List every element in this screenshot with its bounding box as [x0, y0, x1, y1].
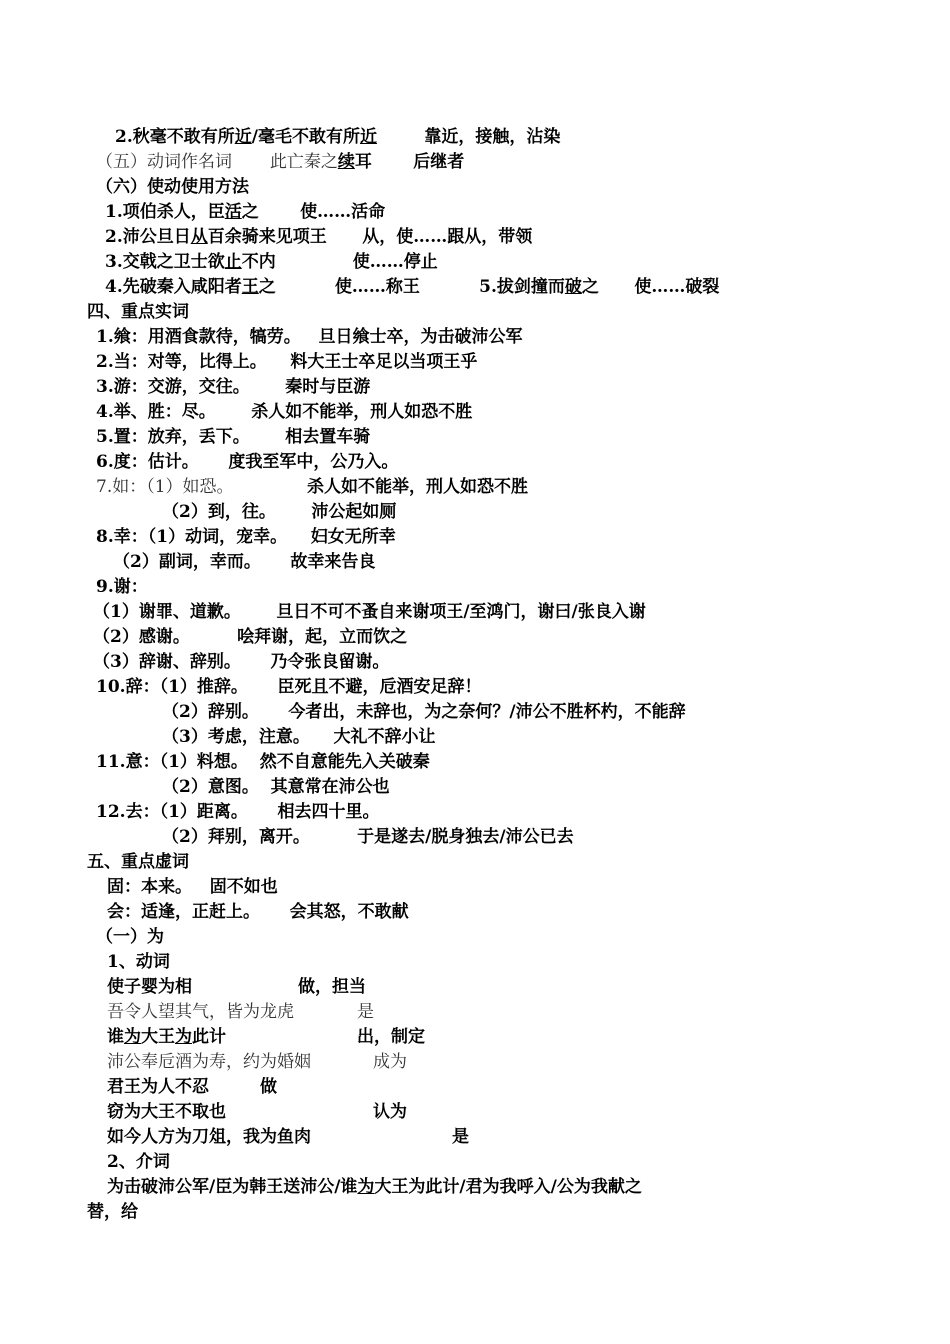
text-line: 固：本来。 固不如也	[107, 877, 278, 897]
text-line: 出，制定	[357, 1027, 425, 1047]
text-line: 9.谢：	[96, 577, 148, 597]
text-line: 是	[452, 1127, 469, 1147]
text-line: 做，担当	[298, 977, 366, 997]
text-line: 5.置：放弃，丢下。 相去置车骑	[96, 427, 371, 447]
text-line: 4.先破秦入咸阳者王之 使……称王 5.拔剑撞而破之 使……破裂	[105, 277, 720, 297]
section-heading: （一）为	[96, 927, 164, 947]
text-line: 认为	[373, 1102, 407, 1122]
text-line: （2）意图。 其意常在沛公也	[162, 777, 390, 797]
text-line: 窃为大王不取也	[107, 1102, 226, 1122]
section-heading: 四、重点实词	[87, 302, 189, 322]
text-line: 3.游：交游，交往。 秦时与臣游	[96, 377, 371, 397]
text-line: 使子婴为相	[107, 977, 192, 997]
section-heading: 五、重点虚词	[87, 852, 189, 872]
text-line: 2.当：对等，比得上。 料大王士卒足以当项王乎	[96, 352, 478, 372]
text-line: 12.去：（1）距离。 相去四十里。	[96, 802, 380, 822]
text-line: （2）辞别。 今者出，未辞也，为之奈何？/沛公不胜杯杓，不能辞	[162, 702, 686, 722]
text-line: 吾令人望其气，皆为龙虎	[107, 1002, 294, 1022]
text-line: 是	[357, 1002, 374, 1022]
text-line: 杀人如不能举，刑人如恐不胜	[307, 477, 528, 497]
text-line: 做	[260, 1077, 277, 1097]
text-line: 3.交戟之卫士欲止不内 使……停止	[105, 252, 438, 272]
text-line: 为击破沛公军/臣为韩王送沛公/谁为大王为此计/君为我呼入/公为我献之	[107, 1177, 642, 1197]
text-line: 君王为人不忍	[107, 1077, 209, 1097]
text-line: 替，给	[87, 1202, 138, 1222]
text-line: 成为	[373, 1052, 407, 1072]
text-line: 会：适逢，正赶上。 会其怒，不敢献	[107, 902, 409, 922]
text-line: 1.飨：用酒食款待，犒劳。 旦日飨士卒，为击破沛公军	[96, 327, 523, 347]
section-heading: （五）动词作名词 此亡秦之续耳 后继者	[96, 152, 465, 172]
text-line: 沛公奉卮酒为寿，约为婚姻	[107, 1052, 311, 1072]
text-line: 2.秋毫不敢有所近/毫毛不敢有所近 靠近，接触，沾染	[115, 127, 561, 147]
text-line: 10.辞：（1）推辞。 臣死且不避，卮酒安足辞！	[96, 677, 482, 697]
text-line: 8.幸：（1）动词，宠幸。 妇女无所幸	[96, 527, 396, 547]
text-line: 2.沛公旦日从百余骑来见项王 从，使……跟从，带领	[105, 227, 533, 247]
text-line: （3）考虑，注意。 大礼不辞小让	[162, 727, 436, 747]
text-line: （1）谢罪、道歉。 旦日不可不蚤自来谢项王/至鸿门，谢曰/张良入谢	[93, 602, 646, 622]
text-line: （2）副词，幸而。 故幸来告良	[113, 552, 376, 572]
section-heading: （六）使动使用方法	[96, 177, 249, 197]
text-line: 6.度：估计。 度我至军中，公乃入。	[96, 452, 399, 472]
text-line: 4.举、胜：尽。 杀人如不能举，刑人如恐不胜	[96, 402, 473, 422]
text-line: 1.项伯杀人，臣活之 使……活命	[105, 202, 386, 222]
text-line: （3）辞谢、辞别。 乃令张良留谢。	[93, 652, 390, 672]
text-line: （2）拜别，离开。 于是遂去/脱身独去/沛公已去	[162, 827, 574, 847]
text-line: 2、介词	[107, 1152, 170, 1172]
text-line: 谁为大王为此计	[107, 1027, 226, 1047]
text-line: 1、动词	[107, 952, 170, 972]
text-line: 如今人方为刀俎，我为鱼肉	[107, 1127, 311, 1147]
text-line: （2）到，往。 沛公起如厕	[162, 502, 397, 522]
text-line: 7.如：（1）如恐。	[96, 477, 234, 497]
text-line: 11.意：（1）料想。 然不自意能先入关破秦	[96, 752, 430, 772]
text-line: （2）感谢。 哙拜谢，起，立而饮之	[93, 627, 408, 647]
